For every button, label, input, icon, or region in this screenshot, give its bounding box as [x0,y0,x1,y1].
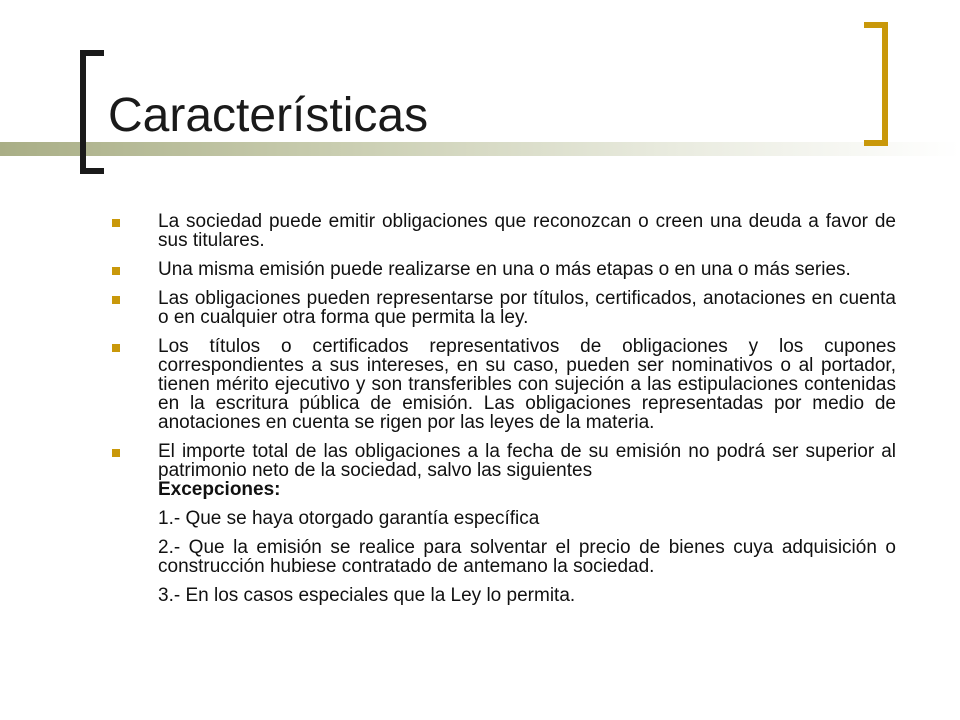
bullet-text-body: El importe total de las obligaciones a la fecha de su emisión no podrá ser superior al patrimonio neto de la sociedad, salvo las siguientes [158,441,896,481]
bullet-text: Una misma emisión puede realizarse en una o más etapas o en una o más series. [158,259,851,280]
exception-item-2: 2.- Que la emisión se realice para solventar el precio de bienes cuya adquisición o construcción hubiese contratado de antemano la sociedad. [158,537,896,577]
square-bullet-icon [112,267,120,275]
bullet-item [112,212,896,250]
left-bracket-decoration [80,50,104,174]
bullet-item [112,260,896,279]
bullet-text [158,442,896,499]
bullet-text: La sociedad puede emitir obligaciones que reconozcan o creen una deuda a favor de sus titulares. [158,211,896,251]
slide-title: Características [108,89,429,142]
bullet-text: Las obligaciones pueden representarse por títulos, certificados, anotaciones en cuenta o en cualquier otra forma que permita la ley. [158,288,896,328]
exceptions-label: Excepciones: [158,479,281,500]
exception-item-1: 1.- Que se haya otorgado garantía específica [158,508,540,529]
bullet-list [112,212,896,605]
bullet-text: Los títulos o certificados representativos de obligaciones y los cupones correspondientes a sus intereses, en su caso, pueden ser nominativos o al portador, tienen mérito ejecutivo y son transferibles con sujeción a las estipulaciones contenidas en la escritura pública de emisión. Las obligaciones representadas por medio de anotaciones en cuenta se rigen por las leyes de la materia. [158,336,896,433]
exception-item-3: 3.- En los casos especiales que la Ley lo permita. [158,585,576,606]
square-bullet-icon [112,449,120,457]
square-bullet-icon [112,219,120,227]
square-bullet-icon [112,344,120,352]
square-bullet-icon [112,296,120,304]
bullet-item [112,442,896,499]
bullet-item [112,337,896,432]
right-bracket-decoration [864,22,888,146]
bullet-item [112,289,896,327]
